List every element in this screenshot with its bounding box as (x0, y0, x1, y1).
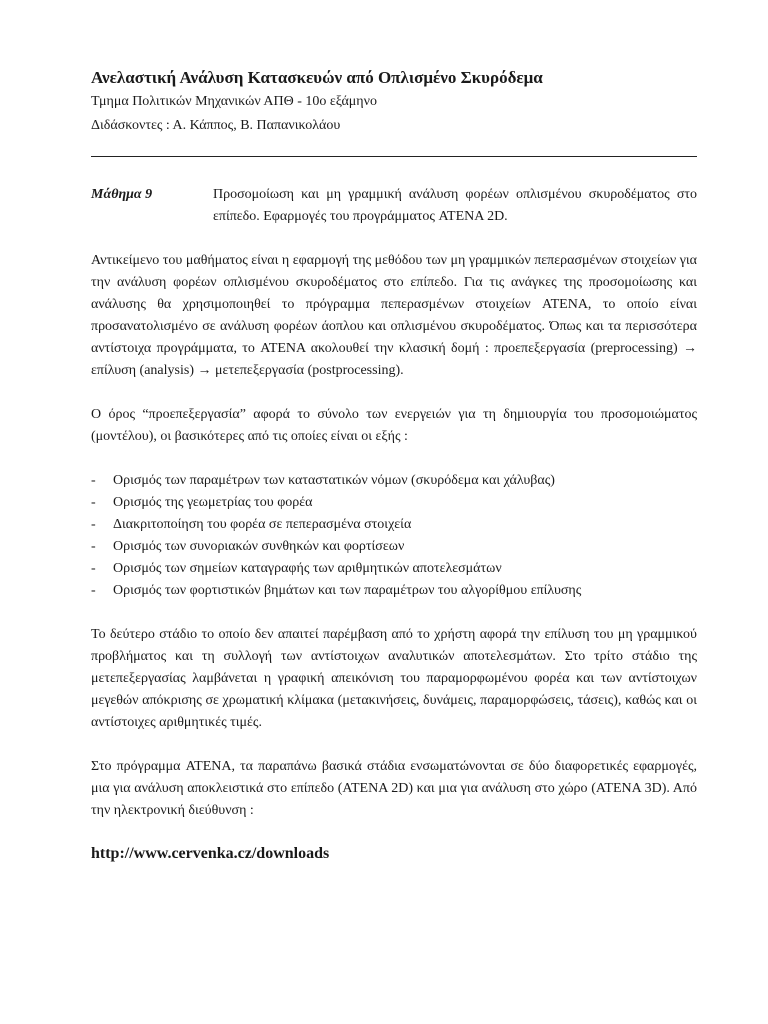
bullet-dash: - (91, 539, 96, 554)
paragraph-atena-applications: Στο πρόγραμμα ATENA, τα παραπάνω βασικά στάδια ενσωματώνονται σε δύο διαφορετικές εφαρμογές, μια για ανάλυση αποκλειστικά στο επίπεδο (ATENA 2D) και μια για ανάλυση στο χώρο (ATENA 3D). Από την ηλεκτρονική διεύθυνση : (91, 759, 697, 818)
list-item (91, 580, 697, 602)
paragraph-analysis-postprocessing: Το δεύτερο στάδιο το οποίο δεν απαιτεί παρέμβαση από το χρήστη αφορά την επίλυση του μη γραμμικού προβλήματος και τη συλλογή των αντίστοιχων αναλυτικών αποτελεσμάτων. Στο τρίτο στάδιο της μετεπεξεργασίας λαμβάνεται η γραφική απεικόνιση του παραμορφωμένου φορέα και των αντίστοιχων μεγεθών απόκρισης σε χρωματική κλίμακα (μετακινήσεις, δυνάμεις, παραμορφώσεις, τάσεις), καθώς και οι αντίστοιχες αριθμητικές τιμές. (91, 627, 697, 730)
bullet-dash: - (91, 583, 96, 598)
bullet-dash: - (91, 495, 96, 510)
document-title: Ανελαστική Ανάλυση Κατασκευών από Οπλισμένο Σκυρόδεμα (91, 68, 543, 87)
list-item (91, 536, 697, 558)
list-item-text: Ορισμός των σημείων καταγραφής των αριθμητικών αποτελεσμάτων (113, 561, 502, 576)
lesson-title: Προσομοίωση και μη γραμμική ανάλυση φορέων οπλισμένου σκυροδέματος στο επίπεδο. Εφαρμογές του προγράμματος ATENA 2D. (213, 187, 697, 224)
paragraph-intro: Αντικείμενο του μαθήματος είναι η εφαρμογή της μεθόδου των μη γραμμικών πεπερασμένων στοιχείων για την ανάλυση φορέων οπλισμένου σκυροδέματος στο επίπεδο. Για τις ανάγκες της προσομοίωσης και ανάλυσης θα χρησιμοποιηθεί το πρόγραμμα πεπερασμένων στοιχείων ATENA, το οποίο είναι προσανατολισμένο σε ανάλυση φορέων άοπλου και οπλισμένου σκυροδέματος. Όπως και τα περισσότερα αντίστοιχα προγράμματα, το ATENA ακολουθεί την κλασική δομή : προεπεξεργασία (preprocessing) → επίλυση (analysis) → μετεπεξεργασία (postprocessing). (91, 253, 697, 378)
list-item-text: Ορισμός της γεωμετρίας του φορέα (113, 495, 313, 510)
lesson-header (91, 184, 697, 228)
list-item (91, 514, 697, 536)
download-link[interactable]: http://www.cervenka.cz/downloads (91, 845, 330, 862)
preprocessing-steps-list (91, 470, 697, 602)
list-item-text: Ορισμός των φορτιστικών βημάτων και των παραμέτρων του αλγορίθμου επίλυσης (113, 583, 582, 598)
bullet-dash: - (91, 473, 96, 488)
list-item (91, 558, 697, 580)
list-item-text: Ορισμός των παραμέτρων των καταστατικών νόμων (σκυρόδεμα και χάλυβας) (113, 473, 555, 488)
paragraph-preprocessing: Ο όρος “προεπεξεργασία” αφορά το σύνολο των ενεργειών για τη δημιουργία του προσομοιώματος (μοντέλου), οι βασικότερες από τις οποίες είναι οι εξής : (91, 407, 697, 444)
bullet-dash: - (91, 561, 96, 576)
list-item-text: Διακριτοποίηση του φορέα σε πεπερασμένα στοιχεία (113, 517, 412, 532)
list-item-text: Ορισμός των συνοριακών συνθηκών και φορτίσεων (113, 539, 405, 554)
list-item (91, 470, 697, 492)
horizontal-divider (91, 156, 697, 157)
instructors-line: Διδάσκοντες : Α. Κάππος, Β. Παπανικολάου (91, 118, 341, 133)
department-line: Τμημα Πολιτικών Μηχανικών ΑΠΘ - 10ο εξάμηνο (91, 94, 377, 109)
bullet-dash: - (91, 517, 96, 532)
list-item (91, 492, 697, 514)
document-page (91, 66, 697, 866)
lesson-label: Μάθημα 9 (91, 187, 153, 202)
